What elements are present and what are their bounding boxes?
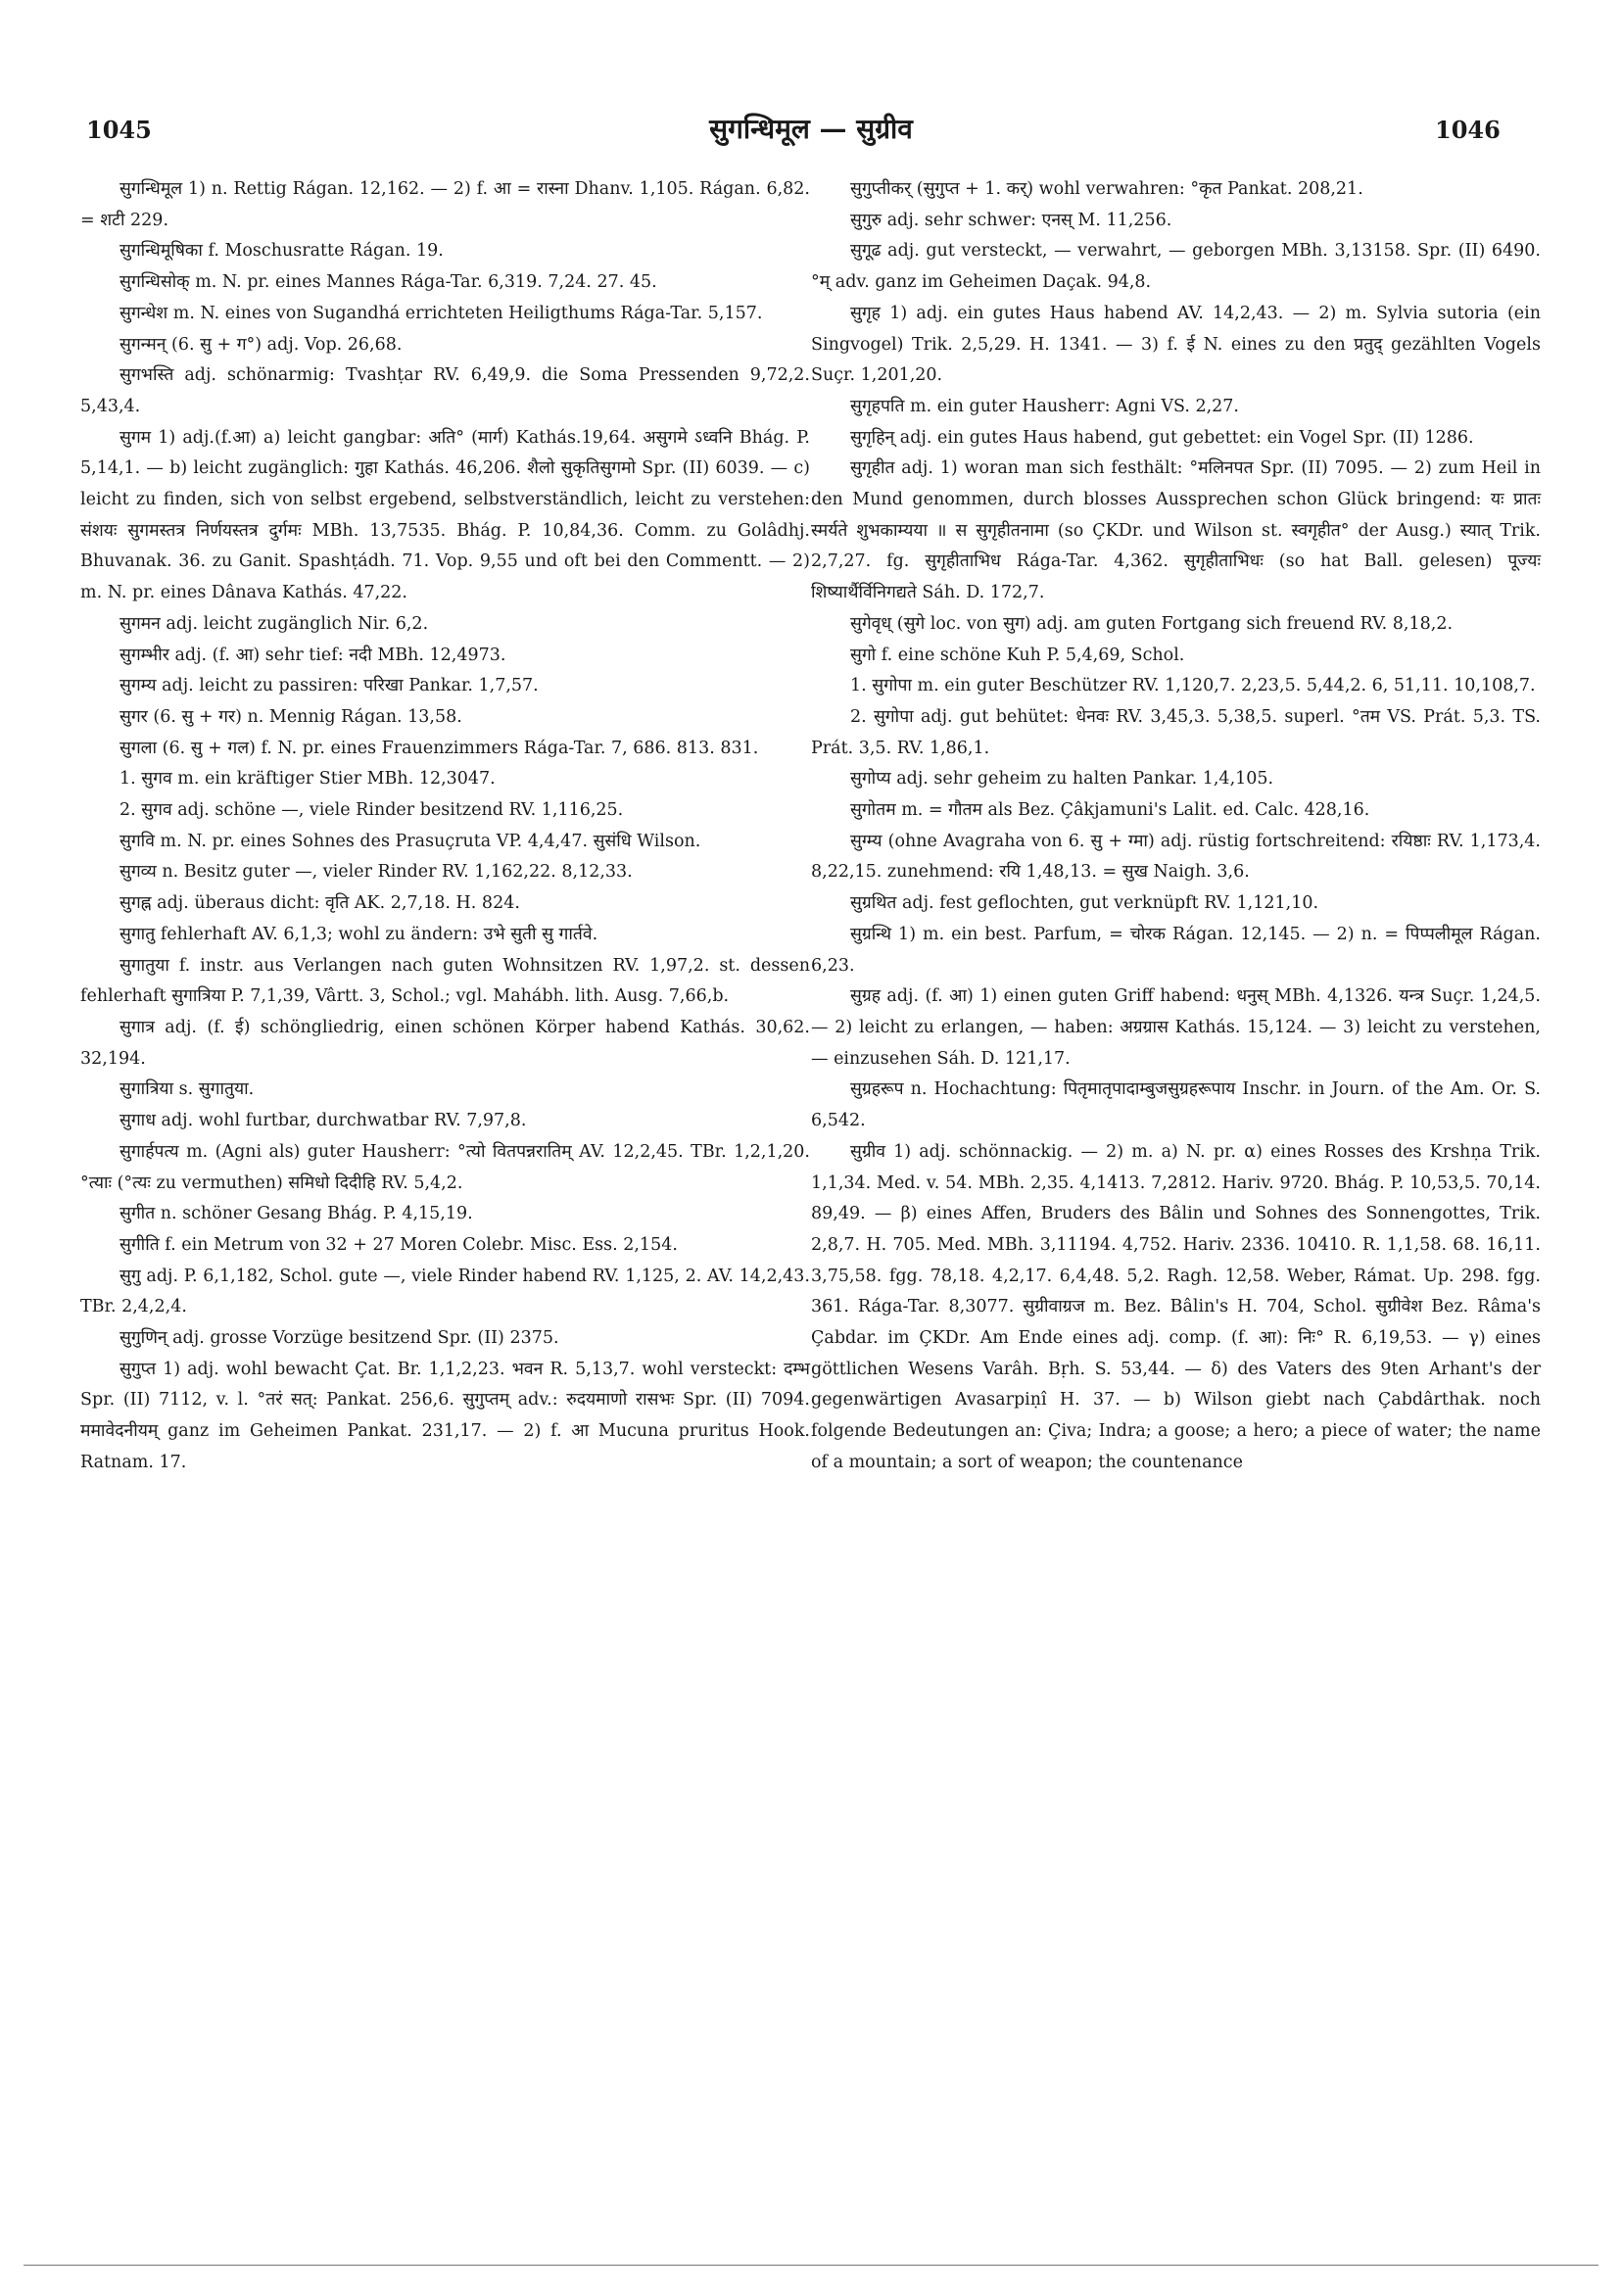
dictionary-entry: सुगम्भीर adj. (f. आ) sehr tief: नदी MBh. 12,4973.: [119, 645, 506, 665]
dictionary-entry: सुगात्र adj. (f. ई) schöngliedrig, einen schönen Körper habend Kathás. 30,62. 32,194.: [80, 1017, 810, 1069]
right-column: [811, 174, 1541, 1479]
left-column: [80, 174, 810, 1479]
dictionary-entry: सुगला (6. सु + गल) f. N. pr. eines Frauenzimmers Rága-Tar. 7, 686. 813. 831.: [119, 738, 759, 758]
dictionary-entry: सुग्रथित adj. fest geflochten, gut verknüpft RV. 1,121,10.: [850, 893, 1319, 914]
dictionary-entry: सुगवि m. N. pr. eines Sohnes des Prasuçruta VP. 4,4,47. सुसंधि Wilson.: [119, 831, 701, 851]
dictionary-entry: सुगन्धेश m. N. eines von Sugandhá errichteten Heiligthums Rága-Tar. 5,157.: [119, 303, 763, 323]
dictionary-entry: सुगृह 1) adj. ein gutes Haus habend AV. 14,2,43. — 2) m. Sylvia sutoria (ein Singvogel) Trik. 2,5,29. H. 1341. — 3) f. ई N. eines zu den प्रतुद् gezählten Vogels Suçr. 1,201,20.: [811, 303, 1541, 386]
dictionary-entry: सुगन्धिमूषिका f. Moschusratte Rágan. 19.: [119, 241, 444, 262]
dictionary-entry: सुगुप्त 1) adj. wohl bewacht Çat. Br. 1,1,2,23. भवन R. 5,13,7. wohl versteckt: दम्भ Spr. (II) 7112, v. l. °तरं सत्: Pankat. 256,6. सुगुप्तम् adv.: रुदयमाणो रासभः Spr. (II) 7094. ममावेदनीयम् ganz im Geheimen Pankat. 231,17. — 2) f. आ Mucuna pruritus Hook. Ratnam. 17.: [80, 1359, 810, 1472]
dictionary-entry: सुगन्धिमूल 1) n. Rettig Rágan. 12,162. — 2) f. आ = रास्ना Dhanv. 1,105. Rágan. 6,82. = शटी 229.: [80, 179, 810, 230]
dictionary-entry: सुगृहीत adj. 1) woran man sich festhält: °मलिनपत Spr. (II) 7095. — 2) zum Heil in den Mund genommen, durch blosses Aussprechen schon Glück bringend: यः प्रातः स्मर्यते शुभकाम्यया ॥ स सुगृहीतनामा (so ÇKDr. und Wilson st. स्वगृहीत° der Ausg.) स्यात् Trik. 2,7,27. fg. सुगृहीताभिध Rága-Tar. 4,362. सुगृहीताभिधः (so hat Ball. gelesen) पूज्यः शिष्यार्थैर्विनिगद्यते Sáh. D. 172,7.: [811, 458, 1541, 603]
dictionary-entry: सुगो f. eine schöne Kuh P. 5,4,69, Schol.: [850, 645, 1185, 665]
dictionary-entry: सुग्रीव 1) adj. schönnackig. — 2) m. a) N. pr. α) eines Rosses des Krshṇa Trik. 1,1,34. Med. v. 54. MBh. 2,35. 4,1413. 7,2812. Hariv. 9720. Bhág. P. 10,53,5. 70,14. 89,49. — β) eines Affen, Bruders des Bâlin und Sohnes des Sonnengottes, Trik. 2,8,7. H. 705. Med. MBh. 3,11194. 4,752. Hariv. 2336. 10410. R. 1,1,58. 68. 16,11. 3,75,58. fgg. 78,18. 4,2,17. 6,4,48. 5,2. Ragh. 12,58. Weber, Rámat. Up. 298. fgg. 361. Rága-Tar. 8,3077. सुग्रीवाग्रज m. Bez. Bâlin's H. 704, Schol. सुग्रीवेश Bez. Râma's Çabdar. im ÇKDr. Am Ende eines adj. comp. (f. आ): निः° R. 6,19,53. — γ) eines göttlichen Wesens Varâh. Bṛh. S. 53,44. — δ) des Vaters des 9ten Arhant's der gegenwärtigen Avasarpiṇî H. 37. — b) Wilson giebt nach Çabdârthak. noch folgende Bedeutungen an: Çiva; Indra; a goose; a hero; a piece of water; the name of a mountain; a sort of weapon; the countenance: [811, 1141, 1541, 1472]
dictionary-entry: 2. सुगव adj. schöne —, viele Rinder besitzend RV. 1,116,25.: [119, 800, 624, 821]
dictionary-entry: सुगोप्य adj. sehr geheim zu halten Pankar. 1,4,105.: [850, 769, 1274, 789]
dictionary-entry: सुगेवृध् (सुगे loc. von सुग) adj. am guten Fortgang sich freuend RV. 8,18,2.: [850, 613, 1454, 634]
page-number-left: 1045: [86, 116, 152, 144]
dictionary-entry: सुग्रह adj. (f. आ) 1) einen guten Griff habend: धनुस् MBh. 4,1326. यन्त्र Suçr. 1,24,5. — 2) leicht zu erlangen, — haben: अग्रग्रास Kathás. 15,124. — 3) leicht zu verstehen, — einzusehen Sáh. D. 121,17.: [811, 986, 1541, 1069]
dictionary-entry: सुगु adj. P. 6,1,182, Schol. gute —, viele Rinder habend RV. 1,125, 2. AV. 14,2,43. TBr. 2,4,2,4.: [80, 1266, 810, 1317]
dictionary-entry: सुगोतम m. = गौतम als Bez. Çâkjamuni's Lalit. ed. Calc. 428,16.: [850, 800, 1370, 821]
dictionary-entry: सुगम 1) adj.(f.आ) a) leicht gangbar: अति° (मार्ग) Kathás.19,64. असुगमे ऽध्वनि Bhág. P. 5,14,1. — b) leicht zugänglich: गुहा Kathás. 46,206. शैलो सुकृतिसुगमो Spr. (II) 6039. — c) leicht zu finden, sich von selbst ergebend, selbstverständlich, leicht zu verstehen: संशयः सुगमस्तत्र निर्णयस्तत्र दुर्गमः MBh. 13,7535. Bhág. P. 10,84,36. Comm. zu Golâdhj. Bhuvanak. 36. zu Ganit. Spashṭádh. 71. Vop. 9,55 und oft bei den Commentt. — 2) m. N. pr. eines Dânava Kathás. 47,22.: [80, 427, 810, 603]
dictionary-entry: सुगुरु adj. sehr schwer: एनस् M. 11,256.: [850, 210, 1172, 230]
dictionary-entry: सुग्रहरूप n. Hochachtung: पितृमातृपादाम्बुजसुग्रहरूपाय Inschr. in Journ. of the Am. Or. S. 6,542.: [811, 1079, 1541, 1131]
dictionary-entry: सुगमन adj. leicht zugänglich Nir. 6,2.: [119, 613, 429, 634]
dictionary-entry: सुगूढ adj. gut versteckt, — verwahrt, — geborgen MBh. 3,13158. Spr. (II) 6490. °म् adv. ganz im Geheimen Daçak. 94,8.: [811, 241, 1541, 293]
dictionary-entry: सुगुणिन् adj. grosse Vorzüge besitzend Spr. (II) 2375.: [119, 1328, 559, 1349]
dictionary-entry: सुग्रन्थि 1) m. ein best. Parfum, = चोरक Rágan. 12,145. — 2) n. = पिप्पलीमूल Rágan. 6,23.: [811, 924, 1541, 976]
page-title: सुगन्धिमूल — सुग्रीव: [709, 113, 913, 145]
dictionary-entry: सुगात्रिया s. सुगातुया.: [119, 1079, 255, 1100]
dictionary-entry: सुगृहिन् adj. ein gutes Haus habend, gut gebettet: ein Vogel Spr. (II) 1286.: [850, 427, 1474, 448]
dictionary-entry: सुगन्धिसोक् m. N. pr. eines Mannes Rága-Tar. 6,319. 7,24. 27. 45.: [119, 272, 657, 293]
dictionary-entry: सुगीति f. ein Metrum von 32 + 27 Moren Colebr. Misc. Ess. 2,154.: [119, 1234, 678, 1255]
dictionary-entry: सुगह्न adj. überaus dicht: वृति AK. 2,7,18. H. 824.: [119, 893, 520, 914]
dictionary-entry: सुगर (6. सु + गर) n. Mennig Rágan. 13,58.: [119, 706, 462, 727]
page-number-right: 1046: [1435, 116, 1501, 144]
dictionary-entry: 2. सुगोपा adj. gut behütet: धेनवः RV. 3,45,3. 5,38,5. superl. °तम VS. Prát. 5,3. TS. Prát. 3,5. RV. 1,86,1.: [811, 706, 1541, 758]
dictionary-entry: सुगार्हपत्य m. (Agni als) guter Hausherr: °त्यो वितपन्नरातिम् AV. 12,2,45. TBr. 1,2,1,20. °त्याः (°त्यः zu vermuthen) समिधो दिदीहि RV. 5,4,2.: [80, 1141, 810, 1193]
dictionary-entry: सुगीत n. schöner Gesang Bhág. P. 4,15,19.: [119, 1204, 473, 1224]
dictionary-entry: सुगन्मन् (6. सु + ग°) adj. Vop. 26,68.: [119, 334, 403, 355]
dictionary-entry: सुगृहपति m. ein guter Hausherr: Agni VS. 2,27.: [850, 396, 1239, 416]
dictionary-entry: 1. सुगोपा m. ein guter Beschützer RV. 1,120,7. 2,23,5. 5,44,2. 6, 51,11. 10,108,7.: [850, 676, 1536, 696]
page-bottom-rule: [24, 2265, 1598, 2266]
dictionary-entry: सुगव्य n. Besitz guter —, vieler Rinder RV. 1,162,22. 8,12,33.: [119, 862, 633, 883]
dictionary-entry: सुगातुया f. instr. aus Verlangen nach guten Wohnsitzen RV. 1,97,2. st. dessen fehlerhaft सुगात्रिया P. 7,1,39, Vârtt. 3, Schol.; vgl. Mahábh. lith. Ausg. 7,66,b.: [80, 955, 810, 1007]
dictionary-entry: सुगातु fehlerhaft AV. 6,1,3; wohl zu ändern: उभे सुती सु गार्तवे.: [119, 924, 598, 944]
dictionary-entry: सुगम्य adj. leicht zu passiren: परिखा Pankar. 1,7,57.: [119, 676, 539, 696]
dictionary-entry: सुगाध adj. wohl furtbar, durchwatbar RV. 7,97,8.: [119, 1111, 527, 1131]
dictionary-entry: सुग्म्य (ohne Avagraha von 6. सु + ग्मा) adj. rüstig fortschreitend: रयिष्ठाः RV. 1,173,4. 8,22,15. zunehmend: रयि 1,48,13. = सुख Naigh. 3,6.: [811, 831, 1541, 883]
dictionary-entry: सुगुप्तीकर् (सुगुप्त + 1. कर्) wohl verwahren: °कृत Pankat. 208,21.: [850, 179, 1363, 199]
dictionary-entry: 1. सुगव m. ein kräftiger Stier MBh. 12,3047.: [119, 769, 496, 789]
dictionary-entry: सुगभस्ति adj. schönarmig: Tvashṭar RV. 6,49,9. die Soma Pressenden 9,72,2. 5,43,4.: [80, 365, 810, 416]
